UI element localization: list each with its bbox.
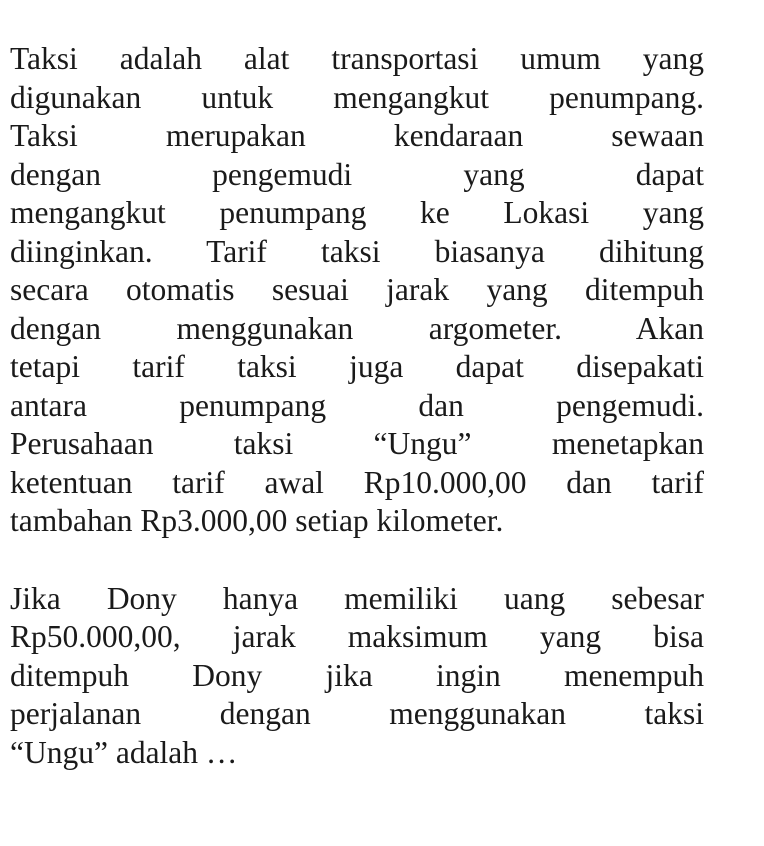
document-body — [10, 40, 704, 772]
text-line: dengan menggunakan argometer. Akan — [10, 310, 704, 346]
text-line: dengan pengemudi yang dapat — [10, 156, 704, 192]
text-line: tambahan Rp3.000,00 setiap kilometer. — [10, 503, 504, 538]
text-line: digunakan untuk mengangkut penumpang. — [10, 79, 704, 115]
text-line: Rp50.000,00, jarak maksimum yang bisa — [10, 619, 704, 654]
text-line: Perusahaan taksi “Ungu” menetapkan — [10, 426, 704, 461]
text-line: “Ungu” adalah … — [10, 734, 238, 770]
paragraph-question — [10, 580, 704, 773]
text-line: mengangkut penumpang ke Lokasi yang — [10, 195, 704, 230]
text-line: perjalanan dengan menggunakan taksi — [10, 696, 704, 731]
text-line: diinginkan. Tarif taksi biasanya dihitung — [10, 233, 704, 269]
text-line: antara penumpang dan pengemudi. — [10, 387, 704, 423]
text-line: Taksi adalah alat transportasi umum yang — [10, 41, 704, 76]
paragraph-taxi-description — [10, 40, 704, 541]
text-line: tetapi tarif taksi juga dapat disepakati — [10, 349, 704, 384]
paragraph-spacer — [10, 541, 704, 580]
text-line: Taksi merupakan kendaraan sewaan — [10, 118, 704, 153]
text-line: ketentuan tarif awal Rp10.000,00 dan tarif — [10, 464, 704, 500]
text-line: Jika Dony hanya memiliki uang sebesar — [10, 580, 704, 616]
text-line: secara otomatis sesuai jarak yang ditempuh — [10, 272, 704, 307]
text-line: ditempuh Dony jika ingin menempuh — [10, 657, 704, 693]
